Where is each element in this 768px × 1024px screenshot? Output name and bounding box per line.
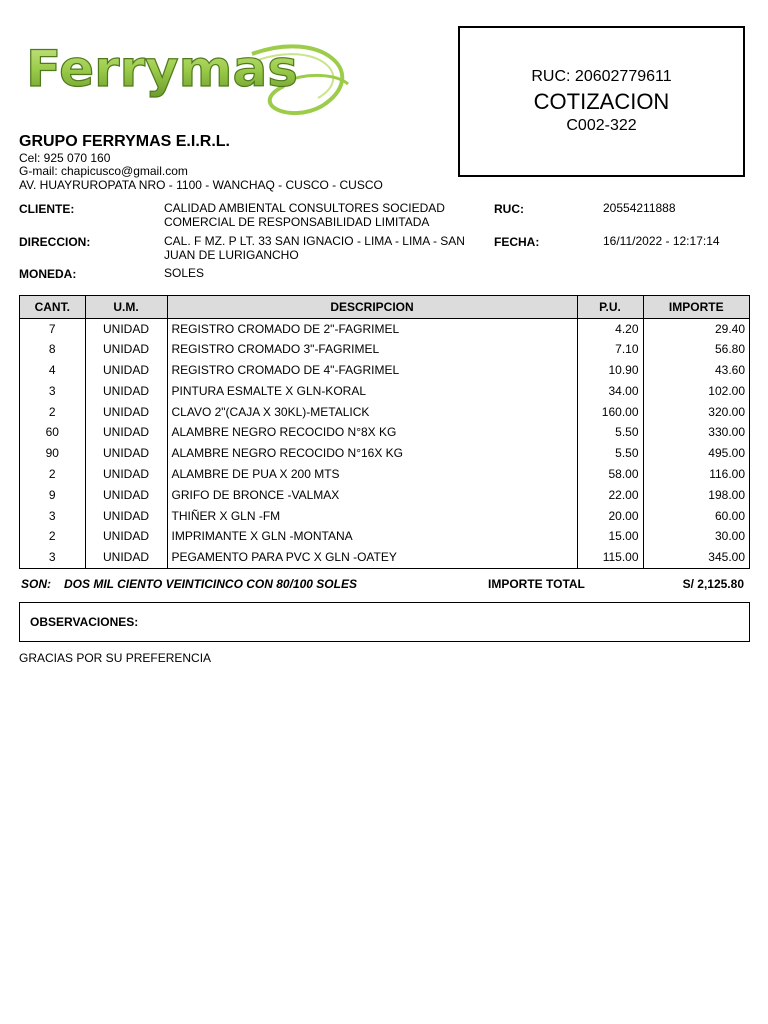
- observations-label: OBSERVACIONES:: [30, 615, 139, 629]
- cell-description: PEGAMENTO PARA PVC X GLN -OATEY: [167, 547, 577, 568]
- table-row: [20, 505, 749, 526]
- column-header-qty: CANT.: [20, 296, 85, 318]
- document-title: COTIZACION: [533, 89, 670, 114]
- cell-qty: 2: [48, 529, 56, 544]
- table-row: [20, 339, 749, 360]
- amount-in-words: DOS MIL CIENTO VEINTICINCO CON 80/100 SOLES: [64, 577, 357, 591]
- observations-box: [19, 602, 750, 642]
- issuer-ruc: RUC: 20602779611: [531, 68, 672, 85]
- cell-description: ALAMBRE NEGRO RECOCIDO N°8X KG: [167, 422, 577, 443]
- cell-unit: UNIDAD: [85, 443, 167, 464]
- column-header-unit-price: P.U.: [577, 296, 643, 318]
- amount-in-words-label: SON:: [21, 577, 51, 591]
- cell-description: REGISTRO CROMADO 3"-FAGRIMEL: [167, 339, 577, 360]
- currency-label: MONEDA:: [19, 267, 77, 281]
- cell-amount: 495.00: [643, 443, 749, 464]
- cell-qty: 7: [48, 321, 56, 336]
- thank-you-note: GRACIAS POR SU PREFERENCIA: [19, 651, 212, 665]
- client-label: CLIENTE:: [19, 202, 75, 216]
- cell-qty: 60: [45, 425, 59, 440]
- table-header-row: [20, 296, 749, 318]
- cell-qty: 8: [48, 342, 56, 357]
- cell-amount: 60.00: [643, 505, 749, 526]
- table-row: [20, 422, 749, 443]
- cell-unit-price: 160.00: [577, 401, 643, 422]
- client-name-line2: COMERCIAL DE RESPONSABILIDAD LIMITADA: [164, 215, 430, 229]
- table-row: [20, 484, 749, 505]
- cell-description: THIÑER X GLN -FM: [167, 505, 577, 526]
- svg-text:Ferrymas: Ferrymas: [26, 40, 298, 98]
- cell-amount: 29.40: [643, 318, 749, 339]
- table-row: [20, 360, 749, 381]
- cell-unit: UNIDAD: [85, 360, 167, 381]
- client-address-line1: CAL. F MZ. P LT. 33 SAN IGNACIO - LIMA - LIMA - SAN: [164, 234, 465, 248]
- client-ruc-label: RUC:: [494, 202, 524, 216]
- cell-unit-price: 7.10: [577, 339, 643, 360]
- cell-qty: 4: [48, 362, 56, 377]
- company-address: AV. HUAYRUROPATA NRO - 1100 - WANCHAQ - CUSCO - CUSCO: [19, 178, 383, 192]
- client-ruc: 20554211888: [603, 201, 676, 215]
- cell-unit: UNIDAD: [85, 505, 167, 526]
- total-label: IMPORTE TOTAL: [488, 577, 585, 591]
- company-phone: Cel: 925 070 160: [19, 151, 111, 165]
- cell-unit-price: 115.00: [577, 547, 643, 568]
- company-email: G-mail: chapicusco@gmail.com: [19, 164, 188, 178]
- document-date: 16/11/2022 - 12:17:14: [603, 234, 720, 248]
- cell-description: REGISTRO CROMADO DE 4"-FAGRIMEL: [167, 360, 577, 381]
- cell-qty: 3: [48, 550, 56, 565]
- cell-description: GRIFO DE BRONCE -VALMAX: [167, 484, 577, 505]
- cell-unit: UNIDAD: [85, 526, 167, 547]
- cell-unit-price: 15.00: [577, 526, 643, 547]
- cell-amount: 56.80: [643, 339, 749, 360]
- address-label: DIRECCION:: [19, 235, 91, 249]
- cell-description: CLAVO 2"(CAJA X 30KL)-METALICK: [167, 401, 577, 422]
- table-row: [20, 380, 749, 401]
- cell-qty: 9: [48, 487, 56, 502]
- document-header-box: [458, 26, 745, 177]
- table-row: [20, 443, 749, 464]
- currency-value: SOLES: [164, 266, 205, 280]
- cell-unit: UNIDAD: [85, 318, 167, 339]
- cell-description: ALAMBRE NEGRO RECOCIDO N°16X KG: [167, 443, 577, 464]
- cell-unit-price: 34.00: [577, 380, 643, 401]
- cell-qty: 2: [48, 466, 56, 481]
- cell-amount: 30.00: [643, 526, 749, 547]
- cell-description: IMPRIMANTE X GLN -MONTANA: [167, 526, 577, 547]
- cell-unit: UNIDAD: [85, 484, 167, 505]
- cell-unit-price: 10.90: [577, 360, 643, 381]
- column-header-unit: U.M.: [85, 296, 167, 318]
- cell-unit: UNIDAD: [85, 339, 167, 360]
- cell-amount: 320.00: [643, 401, 749, 422]
- cell-unit-price: 5.50: [577, 443, 643, 464]
- cell-unit: UNIDAD: [85, 422, 167, 443]
- company-name: GRUPO FERRYMAS E.I.R.L.: [19, 133, 230, 150]
- cell-amount: 102.00: [643, 380, 749, 401]
- cell-amount: 43.60: [643, 360, 749, 381]
- cell-amount: 330.00: [643, 422, 749, 443]
- cell-unit-price: 22.00: [577, 484, 643, 505]
- table-row: [20, 526, 749, 547]
- items-table: [19, 295, 750, 569]
- cell-unit: UNIDAD: [85, 401, 167, 422]
- cell-amount: 345.00: [643, 547, 749, 568]
- cell-description: PINTURA ESMALTE X GLN-KORAL: [167, 380, 577, 401]
- date-label: FECHA:: [494, 235, 540, 249]
- table-row: [20, 464, 749, 485]
- client-name-line1: CALIDAD AMBIENTAL CONSULTORES SOCIEDAD: [164, 201, 445, 215]
- cell-unit-price: 58.00: [577, 464, 643, 485]
- company-logo: [22, 34, 362, 120]
- cell-unit: UNIDAD: [85, 464, 167, 485]
- column-header-description: DESCRIPCION: [167, 296, 577, 318]
- total-amount: S/ 2,125.80: [682, 577, 744, 591]
- cell-description: REGISTRO CROMADO DE 2"-FAGRIMEL: [167, 318, 577, 339]
- cell-amount: 198.00: [643, 484, 749, 505]
- cell-qty: 90: [45, 446, 59, 461]
- document-number: C002-322: [566, 117, 637, 134]
- cell-qty: 2: [48, 404, 56, 419]
- client-address-line2: JUAN DE LURIGANCHO: [164, 248, 299, 262]
- cell-unit-price: 4.20: [577, 318, 643, 339]
- cell-qty: 3: [48, 383, 56, 398]
- cell-qty: 3: [48, 508, 56, 523]
- column-header-amount: IMPORTE: [643, 296, 749, 318]
- table-row: [20, 401, 749, 422]
- table-row: [20, 318, 749, 339]
- cell-unit: UNIDAD: [85, 547, 167, 568]
- cell-unit-price: 5.50: [577, 422, 643, 443]
- cell-description: ALAMBRE DE PUA X 200 MTS: [167, 464, 577, 485]
- table-row: [20, 547, 749, 568]
- cell-amount: 116.00: [643, 464, 749, 485]
- cell-unit-price: 20.00: [577, 505, 643, 526]
- cell-unit: UNIDAD: [85, 380, 167, 401]
